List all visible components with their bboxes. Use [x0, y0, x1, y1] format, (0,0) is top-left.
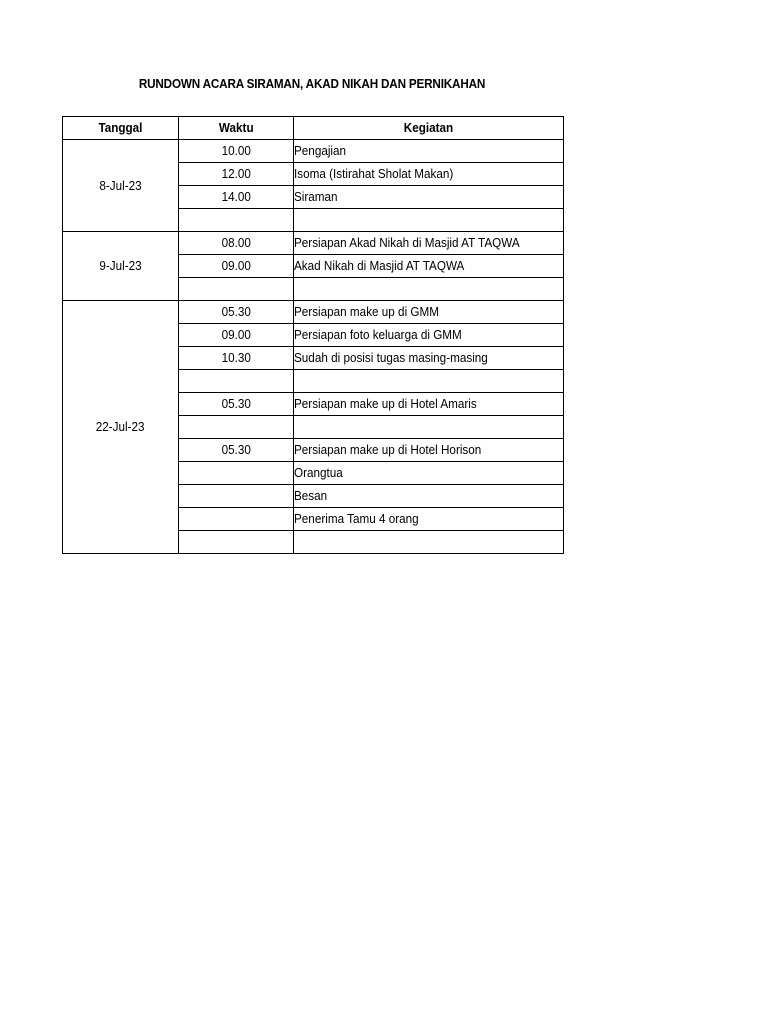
- time-cell: 05.30: [179, 301, 294, 324]
- activity-cell: Pengajian: [294, 140, 564, 163]
- header-waktu: Waktu: [179, 117, 294, 140]
- time-cell: 14.00: [179, 186, 294, 209]
- time-cell: 09.00: [179, 255, 294, 278]
- table-row: [63, 232, 564, 255]
- activity-cell: Persiapan make up di Hotel Horison: [294, 439, 564, 462]
- time-cell: [179, 209, 294, 232]
- activity-cell: [294, 416, 564, 439]
- activity-cell: [294, 370, 564, 393]
- activity-cell: Sudah di posisi tugas masing-masing: [294, 347, 564, 370]
- time-cell: 10.30: [179, 347, 294, 370]
- time-cell: [179, 278, 294, 301]
- activity-cell: Besan: [294, 485, 564, 508]
- header-tanggal: Tanggal: [63, 117, 179, 140]
- time-cell: [179, 508, 294, 531]
- activity-cell: Persiapan Akad Nikah di Masjid AT TAQWA: [294, 232, 564, 255]
- rundown-table: [62, 116, 564, 554]
- activity-cell: Persiapan foto keluarga di GMM: [294, 324, 564, 347]
- time-cell: [179, 485, 294, 508]
- activity-cell: Siraman: [294, 186, 564, 209]
- activity-cell: Akad Nikah di Masjid AT TAQWA: [294, 255, 564, 278]
- activity-cell: Persiapan make up di GMM: [294, 301, 564, 324]
- time-cell: [179, 370, 294, 393]
- header-kegiatan: Kegiatan: [294, 117, 564, 140]
- time-cell: 09.00: [179, 324, 294, 347]
- document-title: RUNDOWN ACARA SIRAMAN, AKAD NIKAH DAN PERNIKAHAN: [138, 76, 486, 91]
- table-row: [63, 301, 564, 324]
- activity-cell: Isoma (Istirahat Sholat Makan): [294, 163, 564, 186]
- date-cell: 9-Jul-23: [63, 232, 179, 301]
- time-cell: 08.00: [179, 232, 294, 255]
- date-cell: 22-Jul-23: [63, 301, 179, 554]
- activity-cell: Penerima Tamu 4 orang: [294, 508, 564, 531]
- time-cell: 12.00: [179, 163, 294, 186]
- time-cell: [179, 416, 294, 439]
- activity-cell: [294, 209, 564, 232]
- activity-cell: Persiapan make up di Hotel Amaris: [294, 393, 564, 416]
- time-cell: [179, 462, 294, 485]
- activity-cell: Orangtua: [294, 462, 564, 485]
- time-cell: 10.00: [179, 140, 294, 163]
- time-cell: [179, 531, 294, 554]
- time-cell: 05.30: [179, 393, 294, 416]
- activity-cell: [294, 278, 564, 301]
- date-cell: 8-Jul-23: [63, 140, 179, 232]
- table-row: [63, 140, 564, 163]
- activity-cell: [294, 531, 564, 554]
- table-header-row: [63, 117, 564, 140]
- time-cell: 05.30: [179, 439, 294, 462]
